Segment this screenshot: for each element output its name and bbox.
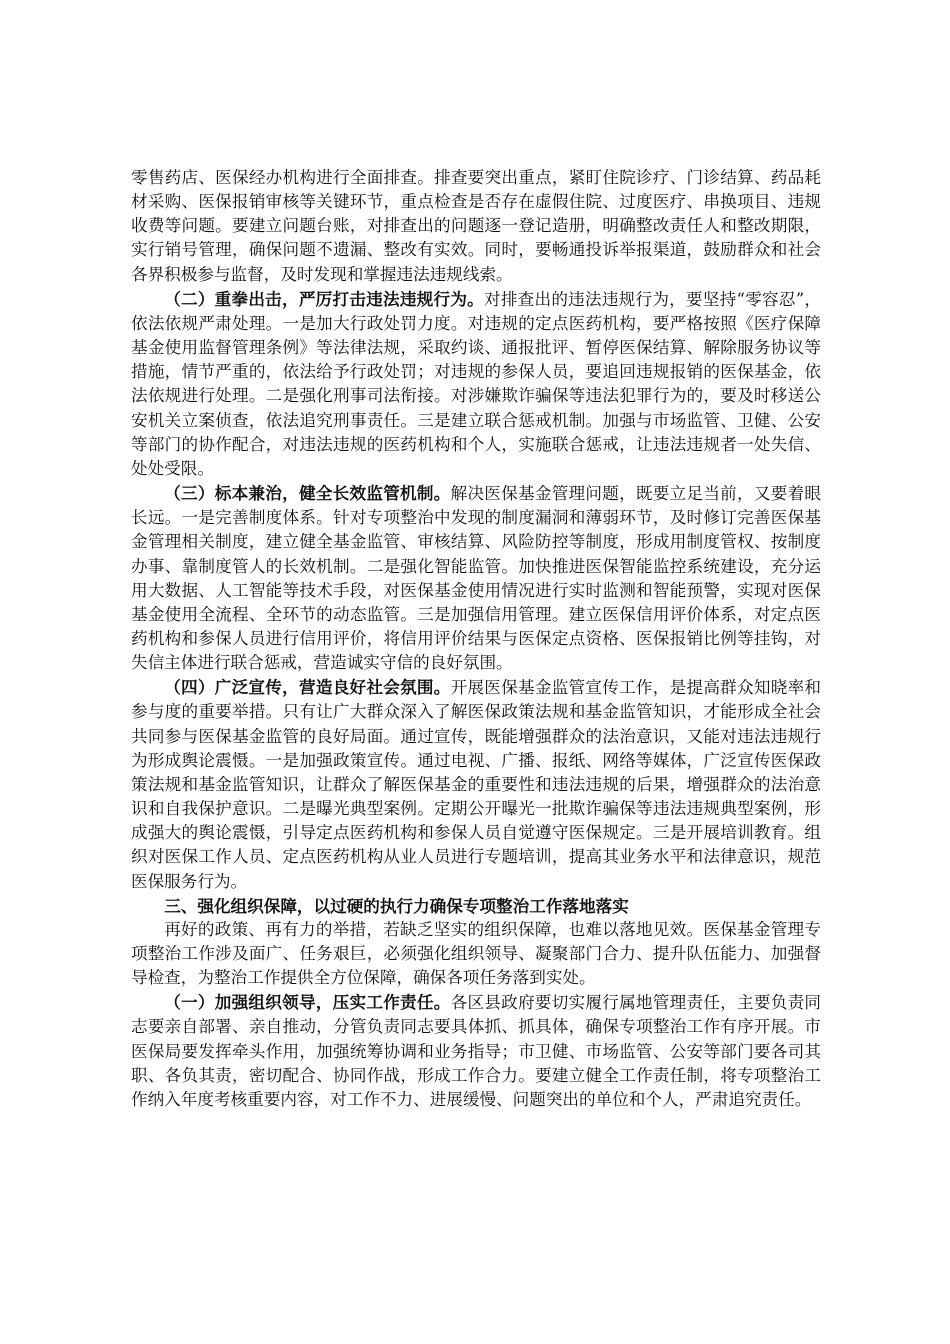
section-heading-3: 三、强化组织保障，以过硬的执行力确保专项整治工作落地落实 bbox=[164, 895, 629, 916]
subsection-4-lead: （四）广泛宣传，营造良好社会氛围。 bbox=[164, 677, 451, 698]
subsection-4-text: 开展医保基金监管宣传工作，是提高群众知晓率和参与度的重要举措。只有让广大群众深入了解医保政策法规和基金监管知识，才能形成全社会共同参与医保基金监管的良好局面。通过宣传，既能增强群众的法治意识，又能对违法违规行为形成舆论震慑。一是加强政策宣传。通过电视、广播、报纸、网络等媒体，广泛宣传医保政策法规和基金监管知识，让群众了解医保基金的重要性和违法违规的后果，增强群众的法治意识和自我保护意识。二是曝光典型案例。定期公开曝光一批欺诈骗保等违法违规典型案例，形成强大的舆论震慑，引导定点医药机构和参保人员自觉遵守医保规定。三是开展培训教育。组织对医保工作人员、定点医药机构从业人员进行专题培训，提高其业务水平和法律意识，规范医保服务行为。 bbox=[131, 678, 822, 891]
subsection-2-lead: （二）重拳出击，严厉打击违法违规行为。 bbox=[164, 288, 484, 309]
paragraph-continuation: 零售药店、医保经办机构进行全面排查。排查要突出重点，紧盯住院诊疗、门诊结算、药品耗材采购、医保报销审核等关键环节，重点检查是否存在虚假住院、过度医疗、串换项目、违规收费等问题。要建立问题台账，对排查出的问题逐一登记造册，明确整改责任人和整改期限，实行销号管理，确保问题不遗漏、整改有实效。同时，要畅通投诉举报渠道，鼓励群众和社会各界积极参与监督，及时发现和掌握违法违规线索。 bbox=[131, 168, 821, 284]
paragraph-subsection-2 bbox=[131, 287, 821, 481]
paragraph-section-3-intro: 再好的政策、再有力的举措，若缺乏坚实的组织保障，也难以落地见效。医保基金管理专项整治工作涉及面广、任务艰巨，必须强化组织领导、凝聚部门合力、提升队伍能力、加强督导检查，为整治工作提供全方位保障，确保各项任务落到实处。 bbox=[131, 919, 821, 988]
subsection-1-text: 各区县政府要切实履行属地管理责任，主要负责同志要亲自部署、亲自推动，分管负责同志要具体抓、抓具体，确保专项整治工作有序开展。市医保局要发挥牵头作用，加强统筹协调和业务指导；市卫健、市场监管、公安等部门要各司其职、各负其责，密切配合、协同作战，形成工作合力。要建立健全工作责任制，将专项整治工作纳入年度考核重要内容，对工作不力、进展缓慢、问题突出的单位和个人，严肃追究责任。 bbox=[131, 993, 822, 1109]
document-body bbox=[131, 166, 821, 1112]
subsection-3-lead: （三）标本兼治，健全长效监管机制。 bbox=[164, 483, 451, 504]
subsection-1-lead: （一）加强组织领导，压实工作责任。 bbox=[164, 992, 451, 1013]
subsection-2-text: 对排查出的违法违规行为，要坚持“零容忍”，依法依规严肃处理。一是加大行政处罚力度。对违规的定点医药机构，要严格按照《医疗保障基金使用监督管理条例》等法律法规，采取约谈、通报批评、暂停医保结算、解除服务协议等措施，情节严重的，依法给予行政处罚；对违规的参保人员，要追回违规报销的医保基金，依法依规进行处理。二是强化刑事司法衔接。对涉嫌欺诈骗保等违法犯罪行为的，要及时移送公安机关立案侦查，依法追究刑事责任。三是建立联合惩戒机制。加强与市场监管、卫健、公安等部门的协作配合，对违法违规的医药机构和个人，实施联合惩戒，让违法违规者一处失信、处处受限。 bbox=[131, 289, 822, 478]
paragraph-subsection-4 bbox=[131, 675, 821, 893]
paragraph-subsection-3 bbox=[131, 481, 821, 675]
paragraph-subsection-1 bbox=[131, 990, 821, 1112]
subsection-3-text: 解决医保基金管理问题，既要立足当前，又要着眼长远。一是完善制度体系。针对专项整治中发现的制度漏洞和薄弱环节，及时修订完善医保基金管理相关制度，建立健全基金监管、审核结算、风险防控等制度，形成用制度管权、按制度办事、靠制度管人的长效机制。二是强化智能监管。加快推进医保智能监控系统建设，充分运用大数据、人工智能等技术手段，对医保基金使用情况进行实时监测和智能预警，实现对医保基金使用全流程、全环节的动态监管。三是加强信用管理。建立医保信用评价体系，对定点医药机构和参保人员进行信用评价，将信用评价结果与医保定点资格、医保报销比例等挂钩，对失信主体进行联合惩戒，营造诚实守信的良好氛围。 bbox=[131, 484, 822, 673]
